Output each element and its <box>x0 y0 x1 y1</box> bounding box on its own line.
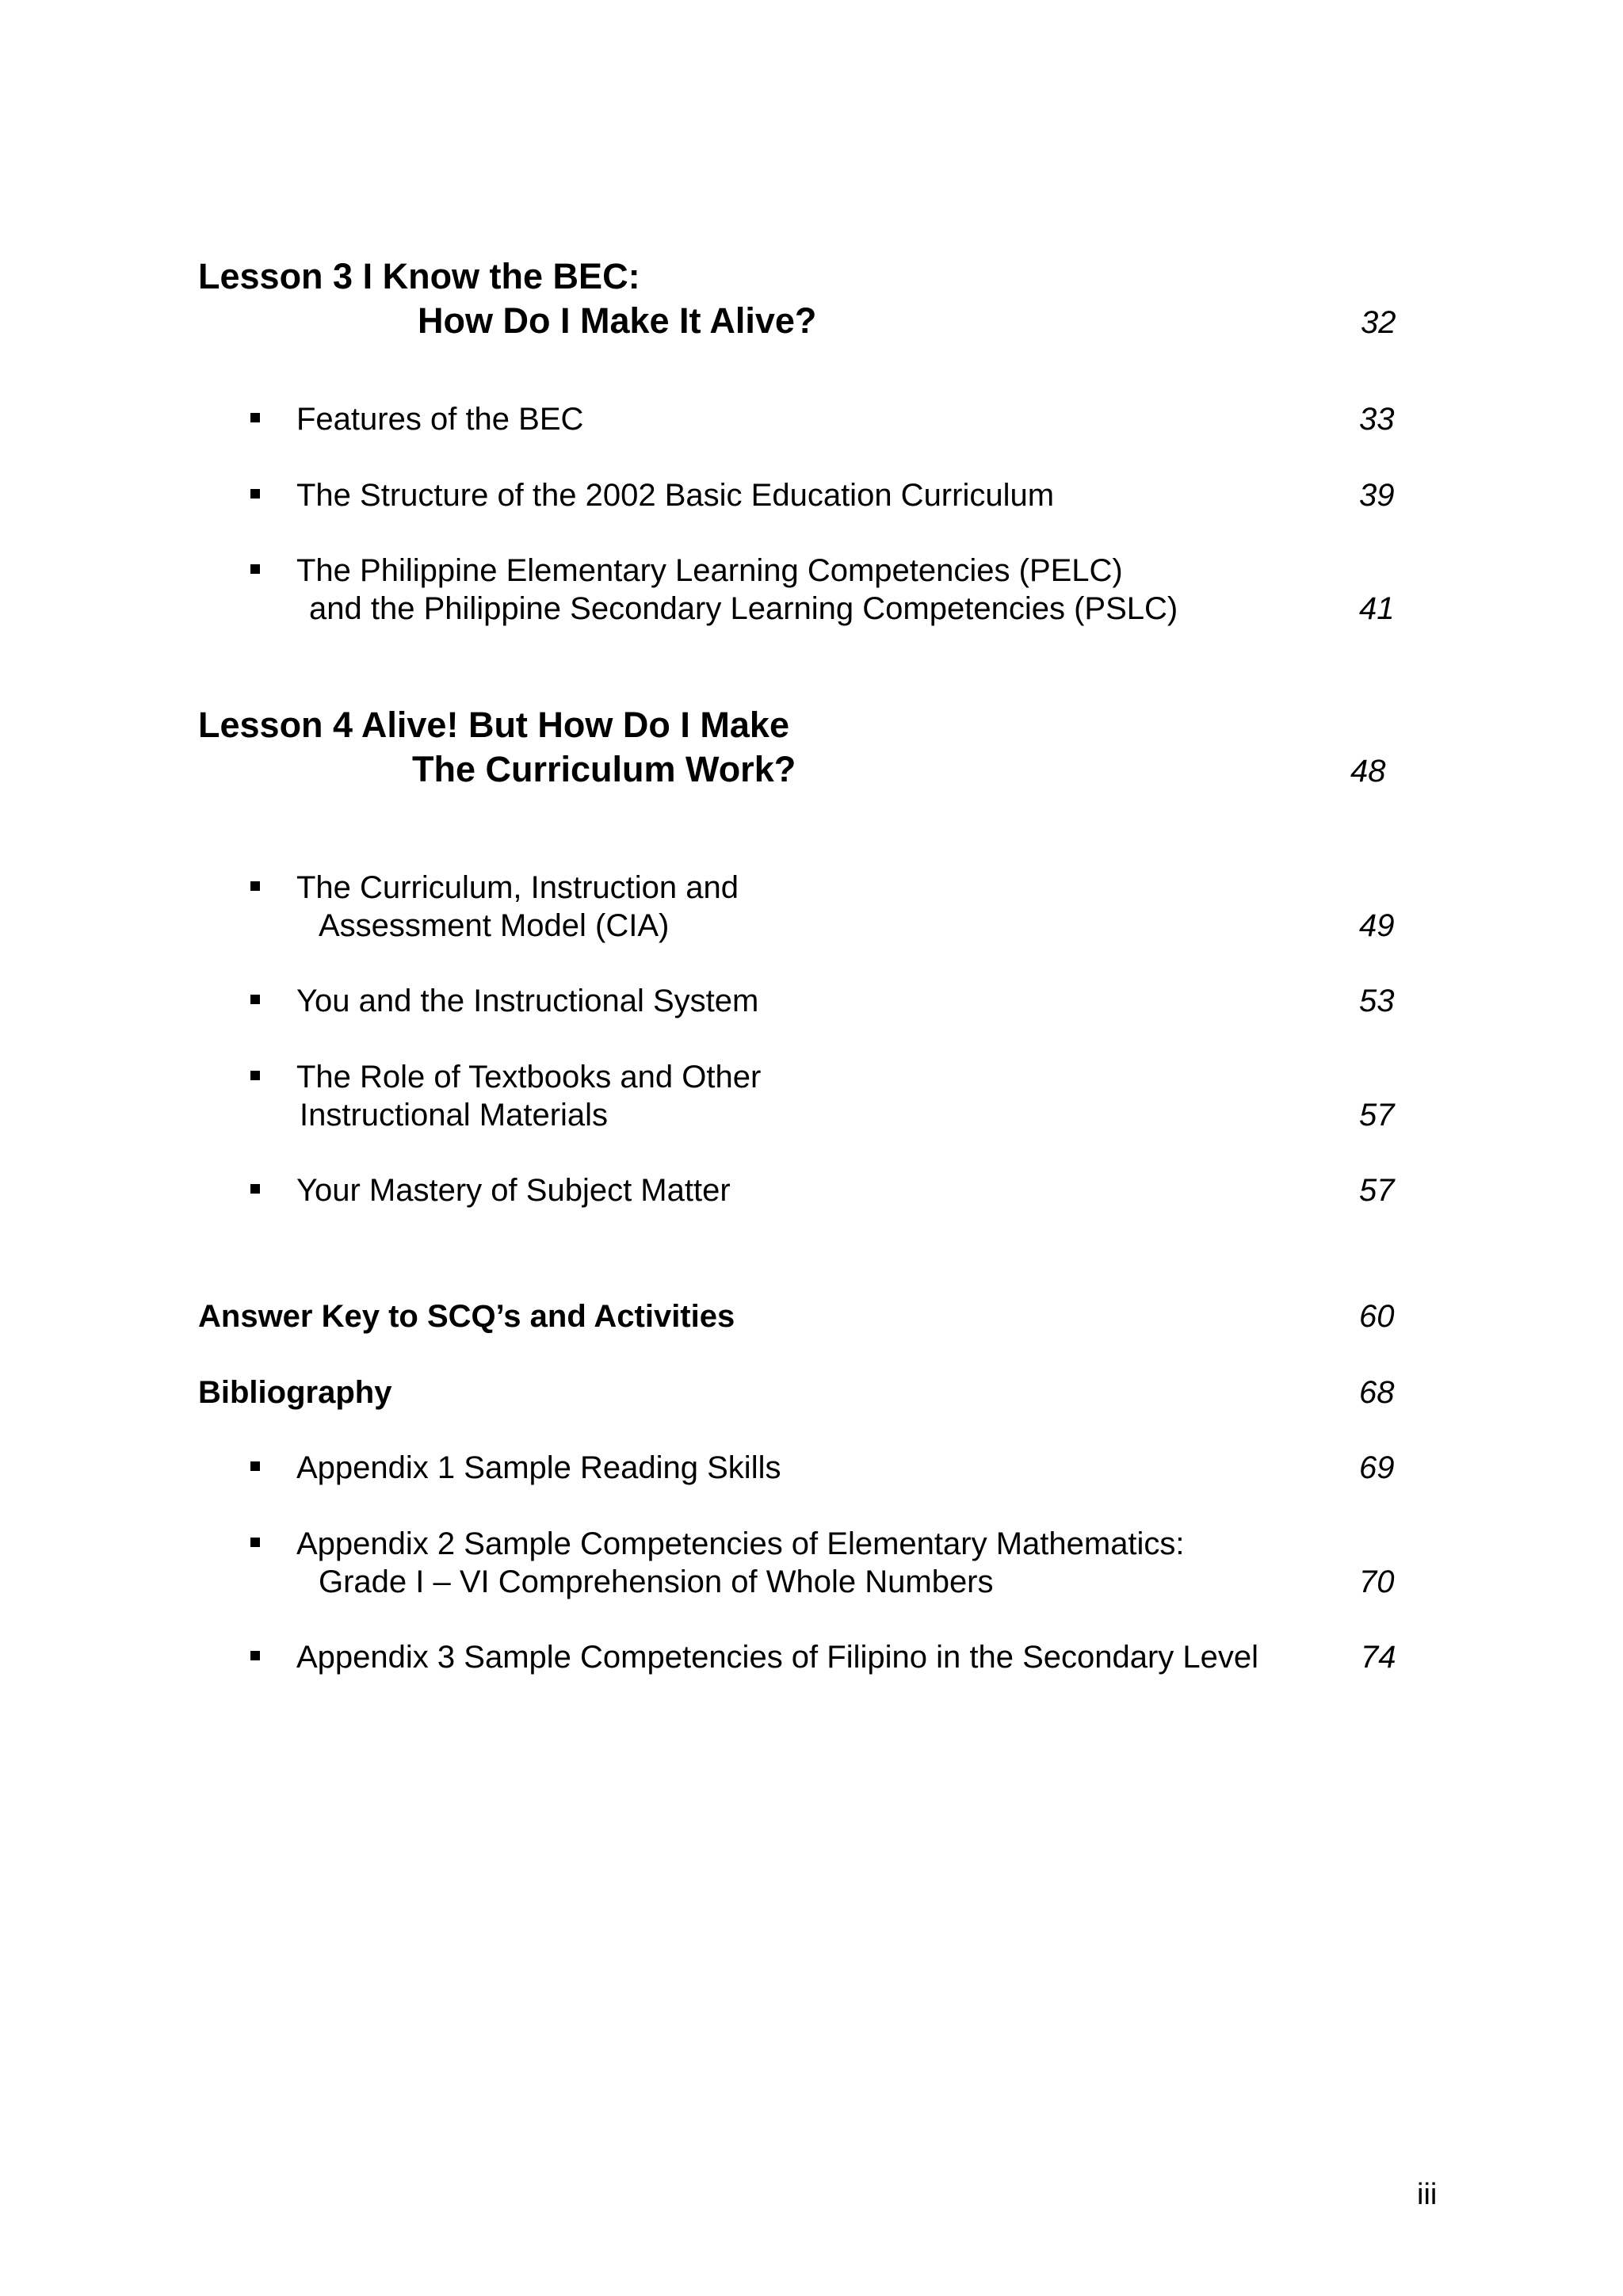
bullet-icon <box>250 995 260 1004</box>
toc-item-appendix-1: Appendix 1 Sample Reading Skills <box>296 1450 781 1485</box>
answer-key-heading: Answer Key to SCQ’s and Activities <box>198 1299 735 1334</box>
toc-item-pelc-line1: The Philippine Elementary Learning Competencies (PELC) <box>296 553 1123 588</box>
bullet-icon <box>250 1651 260 1660</box>
answer-key-page: 60 <box>1359 1299 1395 1334</box>
lesson-4-page: 48 <box>1350 754 1386 789</box>
toc-item-appendix-2-line2: Grade I – VI Comprehension of Whole Numbers <box>319 1564 994 1599</box>
toc-item-page: 41 <box>1359 591 1395 626</box>
toc-item-structure-bec: The Structure of the 2002 Basic Education Curriculum <box>296 478 1055 513</box>
page-number: iii <box>1417 2178 1438 2211</box>
bibliography-heading: Bibliography <box>198 1375 392 1410</box>
bullet-icon <box>250 413 260 422</box>
toc-item-page: 33 <box>1359 402 1395 437</box>
bullet-icon <box>250 1071 260 1080</box>
toc-item-page: 69 <box>1359 1450 1395 1485</box>
toc-item-page: 57 <box>1359 1173 1395 1208</box>
toc-item-instructional-system: You and the Instructional System <box>296 984 759 1018</box>
toc-item-page: 70 <box>1359 1564 1395 1599</box>
bullet-icon <box>250 564 260 574</box>
toc-item-page: 53 <box>1359 984 1395 1018</box>
bullet-icon <box>250 1461 260 1471</box>
toc-item-appendix-3: Appendix 3 Sample Competencies of Filipino in the Secondary Level <box>296 1640 1259 1675</box>
lesson-4-subtitle: The Curriculum Work? <box>412 749 796 789</box>
bibliography-page: 68 <box>1359 1375 1395 1410</box>
bullet-icon <box>250 1538 260 1547</box>
toc-item-appendix-2-line1: Appendix 2 Sample Competencies of Elementary Mathematics: <box>296 1526 1185 1561</box>
toc-item-page: 57 <box>1359 1098 1395 1133</box>
toc-item-cia-line2: Assessment Model (CIA) <box>319 908 670 943</box>
toc-item-textbooks-line2: Instructional Materials <box>300 1098 609 1133</box>
bullet-icon <box>250 1184 260 1194</box>
lesson-4-title: Lesson 4 Alive! But How Do I Make <box>198 705 789 745</box>
toc-item-pelc-line2: and the Philippine Secondary Learning Competencies (PSLC) <box>309 591 1178 626</box>
lesson-3-subtitle: How Do I Make It Alive? <box>418 300 817 341</box>
toc-item-page: 39 <box>1359 478 1395 513</box>
lesson-3-title: Lesson 3 I Know the BEC: <box>198 256 640 296</box>
bullet-icon <box>250 881 260 891</box>
bullet-icon <box>250 489 260 499</box>
toc-item-page: 74 <box>1361 1640 1396 1675</box>
toc-item-cia-line1: The Curriculum, Instruction and <box>296 870 739 905</box>
toc-item-features-bec: Features of the BEC <box>296 402 584 437</box>
toc-item-mastery: Your Mastery of Subject Matter <box>296 1173 731 1208</box>
lesson-3-page: 32 <box>1361 305 1396 340</box>
toc-item-textbooks-line1: The Role of Textbooks and Other <box>296 1060 762 1095</box>
toc-item-page: 49 <box>1359 908 1395 943</box>
